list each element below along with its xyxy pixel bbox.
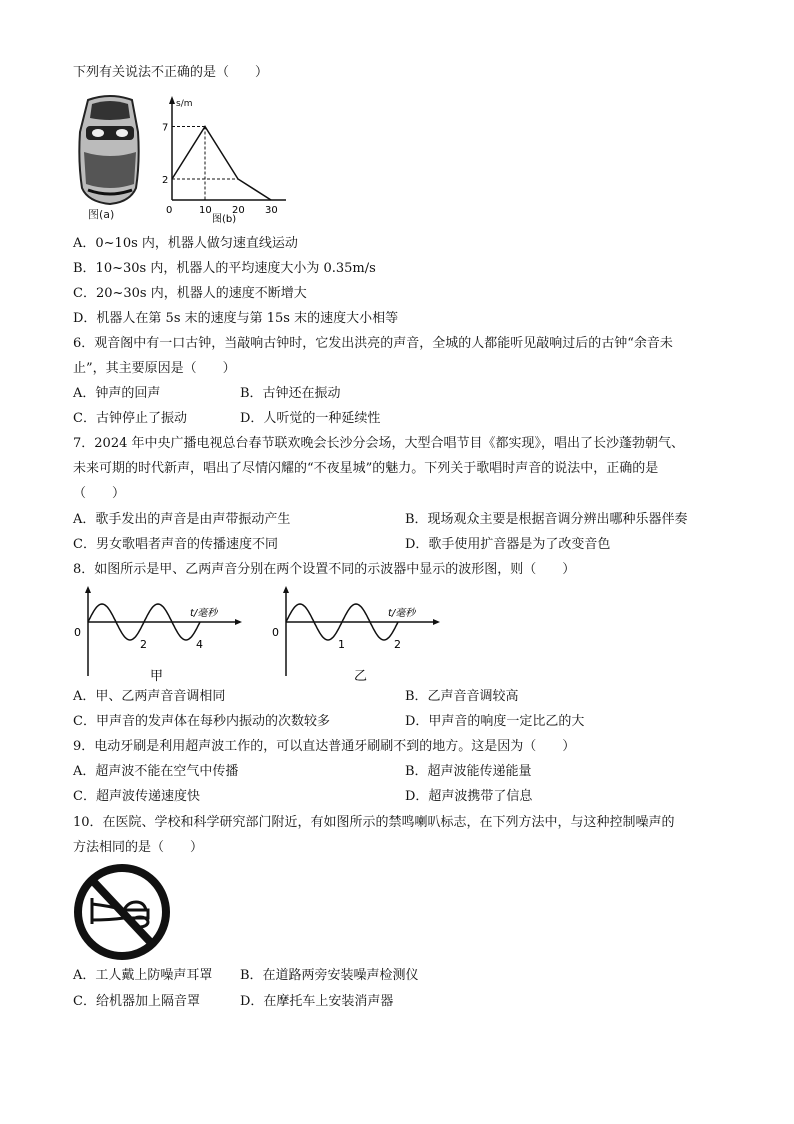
jia-tick-0: 0 [74, 626, 81, 639]
jia-tick-2: 2 [140, 638, 147, 651]
q10-option-b: B．在道路两旁安装噪声检测仪 [240, 968, 419, 983]
q10-no-horn-sign [70, 862, 176, 962]
jia-tick-4: 4 [196, 638, 203, 651]
y-axis-label: s/m [176, 99, 193, 109]
q6-option-d: D．人听觉的一种延续性 [240, 411, 381, 426]
q7-option-c: C．男女歌唱者声音的传播速度不同 [73, 537, 278, 552]
q7-option-d: D．歌手使用扩音器是为了改变音色 [405, 537, 611, 552]
q8-stem: 8．如图所示是甲、乙两声音分别在两个设置不同的示波器中显示的波形图，则（ ） [73, 562, 576, 577]
q7-stem-line2: 未来可期的时代新声，唱出了尽情闪耀的“不夜星城”的魅力。下列关于歌唱时声音的说法中，正确的是 [73, 461, 659, 476]
q5-figure-b [158, 92, 290, 224]
q6-option-c: C．古钟停止了振动 [73, 411, 187, 426]
q9-option-b: B．超声波能传递能量 [405, 764, 532, 779]
waveform-yi-graph [270, 584, 442, 684]
y-tick-2: 2 [162, 175, 169, 186]
y-tick-7: 7 [162, 122, 169, 134]
q10-option-d: D．在摩托车上安装消声器 [240, 994, 394, 1009]
no-horn-sign-icon [70, 862, 176, 962]
x-tick-30: 30 [265, 205, 278, 216]
yi-caption: 乙 [354, 669, 368, 684]
q9-stem: 9．电动牙刷是利用超声波工作的，可以直达普通牙刷刷不到的地方。这是因为（ ） [73, 739, 576, 754]
x-tick-10: 10 [199, 205, 212, 216]
q9-option-a: A．超声波不能在空气中传播 [73, 764, 239, 779]
q10-stem-line2: 方法相同的是（ ） [73, 840, 204, 855]
q8-option-c: C．甲声音的发声体在每秒内振动的次数较多 [73, 714, 330, 729]
q10-option-a: A．工人戴上防噪声耳罩 [73, 968, 213, 983]
jia-axis-label: t/毫秒 [190, 608, 218, 619]
jia-caption: 甲 [150, 669, 164, 684]
q5-st-graph [158, 92, 290, 224]
q10-stem-line1: 10．在医院、学校和科学研究部门附近，有如图所示的禁鸣喇叭标志，在下列方法中，与这种控制噪声的 [73, 815, 675, 830]
q7-stem-line1: 7．2024 年中央广播电视总台春节联欢晚会长沙分会场，大型合唱节目《都实现》，唱出了长沙蓬勃朝气、 [73, 436, 684, 451]
yi-axis-label: t/毫秒 [388, 608, 416, 619]
q10-option-c: C．给机器加上隔音罩 [73, 994, 200, 1009]
q7-option-b: B．现场观众主要是根据音调分辨出哪种乐器伴奏 [405, 512, 688, 527]
waveform-jia-graph [72, 584, 244, 684]
q6-option-b: B．古钟还在振动 [240, 386, 341, 401]
yi-tick-1: 1 [338, 638, 345, 651]
q8-option-d: D．甲声音的响度一定比乙的大 [405, 714, 585, 729]
q6-option-a: A．钟声的回声 [73, 386, 161, 401]
yi-tick-2: 2 [394, 638, 401, 651]
q8-waveform-yi [270, 584, 442, 684]
q5-option-d: D．机器人在第 5s 末的速度与第 15s 末的速度大小相等 [73, 311, 399, 326]
fig-a-label: 图(a) [88, 208, 115, 221]
robot-illustration [70, 92, 150, 222]
q7-stem-line3: （ ） [73, 486, 126, 501]
q5-option-b: B．10~30s 内，机器人的平均速度大小为 0.35m/s [73, 261, 376, 276]
q6-stem-line2: 止”，其主要原因是（ ） [73, 361, 236, 376]
fig-b-label: 图(b) [212, 214, 237, 224]
q8-option-b: B．乙声音音调较高 [405, 689, 519, 704]
q5-stem: 下列有关说法不正确的是（ ） [73, 65, 269, 80]
q7-option-a: A．歌手发出的声音是由声带振动产生 [73, 512, 291, 527]
yi-tick-0: 0 [272, 626, 279, 639]
q5-figure-a [70, 92, 150, 222]
q9-option-d: D．超声波携带了信息 [405, 789, 533, 804]
q8-option-a: A．甲、乙两声音音调相同 [73, 689, 226, 704]
q6-stem-line1: 6．观音阁中有一口古钟，当敲响古钟时，它发出洪亮的声音，全城的人都能听见敲响过后的古钟“余音未 [73, 336, 673, 351]
x-tick-0: 0 [166, 205, 173, 216]
q5-option-c: C．20~30s 内，机器人的速度不断增大 [73, 286, 307, 301]
q5-option-a: A．0~10s 内，机器人做匀速直线运动 [73, 236, 298, 251]
st-line [172, 127, 271, 201]
q9-option-c: C．超声波传递速度快 [73, 789, 200, 804]
x-tick-20: 20 [232, 205, 245, 216]
q8-waveform-jia [72, 584, 244, 684]
